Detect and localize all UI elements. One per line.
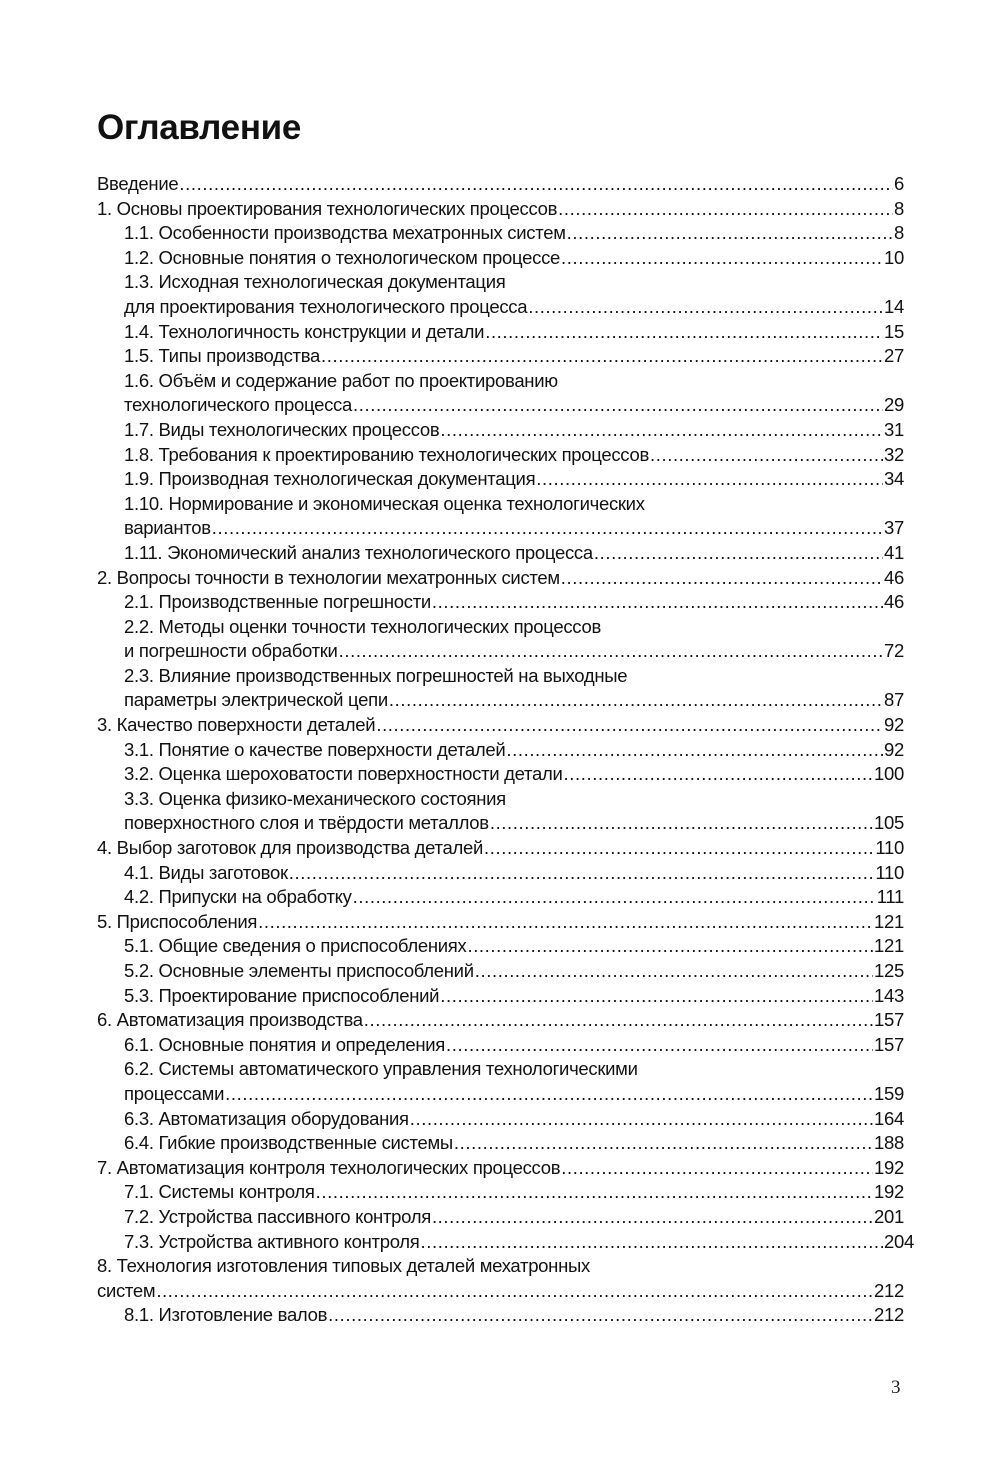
toc-entry-page: 110 — [875, 837, 904, 859]
toc-entry-label: систем — [97, 1279, 156, 1301]
toc-entry-label: 6.1. Основные понятия и определения — [124, 1033, 445, 1055]
dot-leader — [561, 246, 883, 271]
toc-entry[interactable] — [97, 418, 904, 443]
dot-leader — [339, 639, 883, 664]
toc-entry-label: параметры электрической цепи — [124, 689, 388, 711]
dot-leader — [440, 418, 883, 443]
toc-entry-page: 125 — [874, 960, 904, 981]
toc-entry-label: технологического процесса — [124, 394, 352, 416]
toc-entry[interactable] — [97, 762, 904, 787]
toc-entry[interactable] — [97, 615, 904, 640]
toc-entry-label: 6.4. Гибкие производственные системы — [124, 1132, 453, 1154]
toc-entry-page: 92 — [884, 714, 904, 736]
toc-entry-label: 2.2. Методы оценки точности технологических процессов — [124, 615, 601, 637]
toc-entry[interactable] — [97, 811, 904, 836]
toc-entry-page: 6 — [894, 173, 904, 194]
toc-entry-page: 34 — [884, 468, 904, 490]
toc-entry-page: 201 — [874, 1205, 904, 1227]
dot-leader — [561, 1156, 873, 1181]
toc-entry-page: 164 — [874, 1107, 904, 1129]
toc-entry-label: 6.2. Системы автоматического управления технологическими — [124, 1058, 638, 1080]
toc-entry-page: 46 — [884, 591, 904, 613]
toc-entry-page: 121 — [874, 910, 904, 932]
toc-entry-label: 1.1. Особенности производства мехатронных систем — [124, 222, 566, 244]
toc-entry-page: 157 — [874, 1009, 904, 1031]
toc-entry-label: 1.5. Типы производства — [124, 345, 321, 367]
toc-entry-page: 8 — [894, 197, 904, 219]
toc-entry-page: 143 — [874, 984, 904, 1006]
toc-entry[interactable] — [97, 1082, 904, 1107]
toc-entry-label: 1.2. Основные понятия о технологическом процессе — [124, 246, 561, 268]
toc-entry-page: 212 — [874, 1304, 904, 1326]
toc-entry[interactable] — [97, 541, 904, 566]
toc-entry[interactable] — [97, 1057, 904, 1082]
toc-entry-page: 111 — [876, 886, 904, 908]
toc-entry-page: 37 — [884, 517, 904, 539]
toc-entry-page: 121 — [874, 935, 904, 957]
toc-entry-label: 7. Автоматизация контроля технологических процессов — [97, 1156, 561, 1178]
dot-leader — [432, 590, 883, 615]
toc-entry[interactable] — [97, 1254, 904, 1279]
toc-entry-page: 92 — [884, 738, 904, 760]
toc-entry-label: 4.2. Припуски на обработку — [124, 886, 352, 908]
dot-leader — [376, 713, 883, 738]
dot-leader — [528, 295, 883, 320]
toc-entry-label: 1.6. Объём и содержание работ по проектированию — [124, 369, 558, 391]
toc-entry-page: 192 — [874, 1156, 904, 1178]
dot-leader — [212, 516, 883, 541]
toc-entry-label: 3.2. Оценка шероховатости поверхностности детали — [124, 763, 563, 785]
toc-entry[interactable] — [97, 1279, 904, 1304]
dot-leader — [467, 934, 873, 959]
dot-leader — [179, 172, 893, 197]
dot-leader — [316, 1180, 873, 1205]
toc-entry-page: 204 — [884, 1230, 914, 1252]
toc-entry[interactable] — [97, 1033, 904, 1058]
toc-entry[interactable] — [97, 861, 904, 886]
toc-entry[interactable] — [97, 885, 904, 910]
toc-entry[interactable] — [97, 590, 904, 615]
toc-entry[interactable] — [97, 172, 904, 197]
toc-entry-label: 6. Автоматизация производства — [97, 1009, 363, 1031]
dot-leader — [156, 1279, 873, 1304]
toc-entry[interactable] — [97, 492, 904, 517]
dot-leader — [475, 959, 873, 984]
dot-leader — [594, 541, 883, 566]
toc-entry[interactable] — [97, 639, 904, 664]
toc-entry[interactable] — [97, 738, 904, 763]
toc-entry-label: вариантов — [124, 517, 211, 539]
toc-entry[interactable] — [97, 246, 904, 271]
toc-entry-label: 1.10. Нормирование и экономическая оценка технологических — [124, 492, 645, 514]
toc-entry[interactable] — [97, 221, 904, 246]
toc-entry[interactable] — [97, 270, 904, 295]
page-number: 3 — [891, 1377, 901, 1398]
dot-leader — [485, 320, 883, 345]
toc-entry-label: 7.2. Устройства пассивного контроля — [124, 1205, 431, 1227]
toc-entry-label: поверхностного слоя и твёрдости металлов — [124, 812, 489, 834]
toc-entry[interactable] — [97, 910, 904, 935]
toc-entry[interactable] — [97, 393, 904, 418]
toc-entry[interactable] — [97, 1156, 904, 1181]
toc-entry-label: процессами — [124, 1082, 225, 1104]
toc-entry-label: 1.8. Требования к проектированию технологических процессов — [124, 443, 649, 465]
toc-entry[interactable] — [97, 934, 904, 959]
toc-entry-label: 1.7. Виды технологических процессов — [124, 418, 440, 440]
dot-leader — [321, 344, 883, 369]
toc-entry[interactable] — [97, 984, 904, 1009]
toc-entry-label: 1.3. Исходная технологическая документация — [124, 271, 506, 293]
toc-entry-label: 3. Качество поверхности деталей — [97, 714, 376, 736]
toc-entry-page: 87 — [884, 689, 904, 711]
toc-entry-label: 1.4. Технологичность конструкции и детали — [124, 320, 485, 342]
toc-entry[interactable] — [97, 836, 904, 861]
toc-entry-page: 32 — [884, 443, 904, 465]
toc-entry-page: 10 — [884, 246, 904, 268]
toc-entry-page: 157 — [874, 1033, 904, 1055]
toc-entry-label: 3.1. Понятие о качестве поверхности деталей — [124, 738, 506, 760]
toc-entry-page: 14 — [884, 295, 904, 317]
toc-entry-page: 105 — [874, 812, 904, 834]
dot-leader — [289, 861, 875, 886]
dot-leader — [353, 393, 883, 418]
toc-entry-page: 8 — [894, 222, 904, 244]
toc-entry-label: 2. Вопросы точности в технологии мехатронных систем — [97, 566, 560, 588]
toc-entry-label: 6.3. Автоматизация оборудования — [124, 1107, 409, 1129]
toc-entry-label: 5.1. Общие сведения о приспособлениях — [124, 935, 467, 957]
toc-entry-label: 4.1. Виды заготовок — [124, 861, 288, 883]
toc-entry-label: 8.1. Изготовление валов — [124, 1304, 328, 1326]
toc-entry-label: 7.3. Устройства активного контроля — [124, 1230, 420, 1252]
toc-entry[interactable] — [97, 320, 904, 345]
dot-leader — [225, 1082, 873, 1107]
toc-entry[interactable] — [97, 1008, 904, 1033]
dot-leader — [328, 1303, 873, 1328]
toc-entry[interactable] — [97, 787, 904, 812]
toc-entry-label: и погрешности обработки — [124, 640, 338, 662]
dot-leader — [454, 1131, 873, 1156]
toc-entry-label: для проектирования технологического процесса — [124, 295, 528, 317]
toc-entry-label: 1.11. Экономический анализ технологического процесса — [124, 541, 593, 563]
toc-entry-label: 2.3. Влияние производственных погрешностей на выходные — [124, 664, 628, 686]
toc-entry[interactable] — [97, 713, 904, 738]
dot-leader — [353, 885, 876, 910]
toc-entry-page: 29 — [884, 394, 904, 416]
toc-entry-page: 192 — [874, 1181, 904, 1203]
toc-entry[interactable] — [97, 1230, 914, 1255]
page-title: Оглавление — [97, 108, 302, 147]
toc-entry-page: 46 — [884, 566, 904, 588]
toc-entry-page: 188 — [874, 1132, 904, 1154]
dot-leader — [561, 566, 883, 591]
toc-entry-label: 2.1. Производственные погрешности — [124, 591, 431, 613]
toc-entry[interactable] — [97, 1180, 904, 1205]
dot-leader — [484, 836, 874, 861]
toc-entry-page: 159 — [874, 1082, 904, 1104]
toc-entry-label: 7.1. Системы контроля — [124, 1181, 315, 1203]
table-of-contents — [97, 172, 914, 1328]
toc-entry-page: 31 — [884, 418, 904, 440]
toc-entry[interactable] — [97, 688, 904, 713]
toc-entry-label: Введение — [97, 173, 179, 194]
toc-entry[interactable] — [97, 1303, 904, 1328]
toc-entry[interactable] — [97, 1107, 904, 1132]
toc-entry-page: 212 — [874, 1279, 904, 1301]
toc-entry[interactable] — [97, 443, 904, 468]
toc-entry[interactable] — [97, 566, 904, 591]
toc-entry-label: 8. Технология изготовления типовых деталей мехатронных — [97, 1255, 590, 1277]
toc-entry[interactable] — [97, 664, 904, 689]
toc-entry-label: 1. Основы проектирования технологических процессов — [97, 197, 558, 219]
dot-leader — [364, 1008, 873, 1033]
dot-leader — [432, 1205, 873, 1230]
toc-entry-label: 5.2. Основные элементы приспособлений — [124, 960, 474, 981]
toc-entry-page: 41 — [884, 541, 904, 563]
toc-entry-page: 27 — [884, 345, 904, 367]
toc-entry[interactable] — [97, 516, 904, 541]
dot-leader — [558, 197, 893, 222]
toc-entry[interactable] — [97, 369, 904, 394]
toc-entry-label: 3.3. Оценка физико-механического состояния — [124, 787, 506, 809]
dot-leader — [440, 984, 873, 1009]
toc-entry[interactable] — [97, 344, 904, 369]
toc-entry-page: 110 — [875, 861, 904, 883]
toc-entry[interactable] — [97, 197, 904, 222]
toc-entry[interactable] — [97, 1131, 904, 1156]
toc-entry-page: 15 — [884, 320, 904, 342]
dot-leader — [506, 738, 883, 763]
toc-entry-label: 5. Приспособления — [97, 910, 258, 932]
dot-leader — [490, 811, 873, 836]
toc-entry[interactable] — [97, 1205, 904, 1230]
toc-entry[interactable] — [97, 959, 904, 984]
toc-entry-page: 72 — [884, 640, 904, 662]
dot-leader — [446, 1033, 873, 1058]
dot-leader — [258, 910, 873, 935]
toc-entry-page: 100 — [874, 763, 904, 785]
dot-leader — [650, 443, 883, 468]
dot-leader — [389, 688, 883, 713]
toc-entry-label: 5.3. Проектирование приспособлений — [124, 984, 440, 1006]
toc-entry-label: 1.9. Производная технологическая документация — [124, 468, 536, 490]
toc-entry[interactable] — [97, 295, 904, 320]
dot-leader — [420, 1230, 883, 1255]
dot-leader — [536, 467, 883, 492]
toc-entry[interactable] — [97, 467, 904, 492]
dot-leader — [564, 762, 874, 787]
dot-leader — [567, 221, 893, 246]
dot-leader — [410, 1107, 873, 1132]
toc-entry-label: 4. Выбор заготовок для производства деталей — [97, 837, 483, 859]
